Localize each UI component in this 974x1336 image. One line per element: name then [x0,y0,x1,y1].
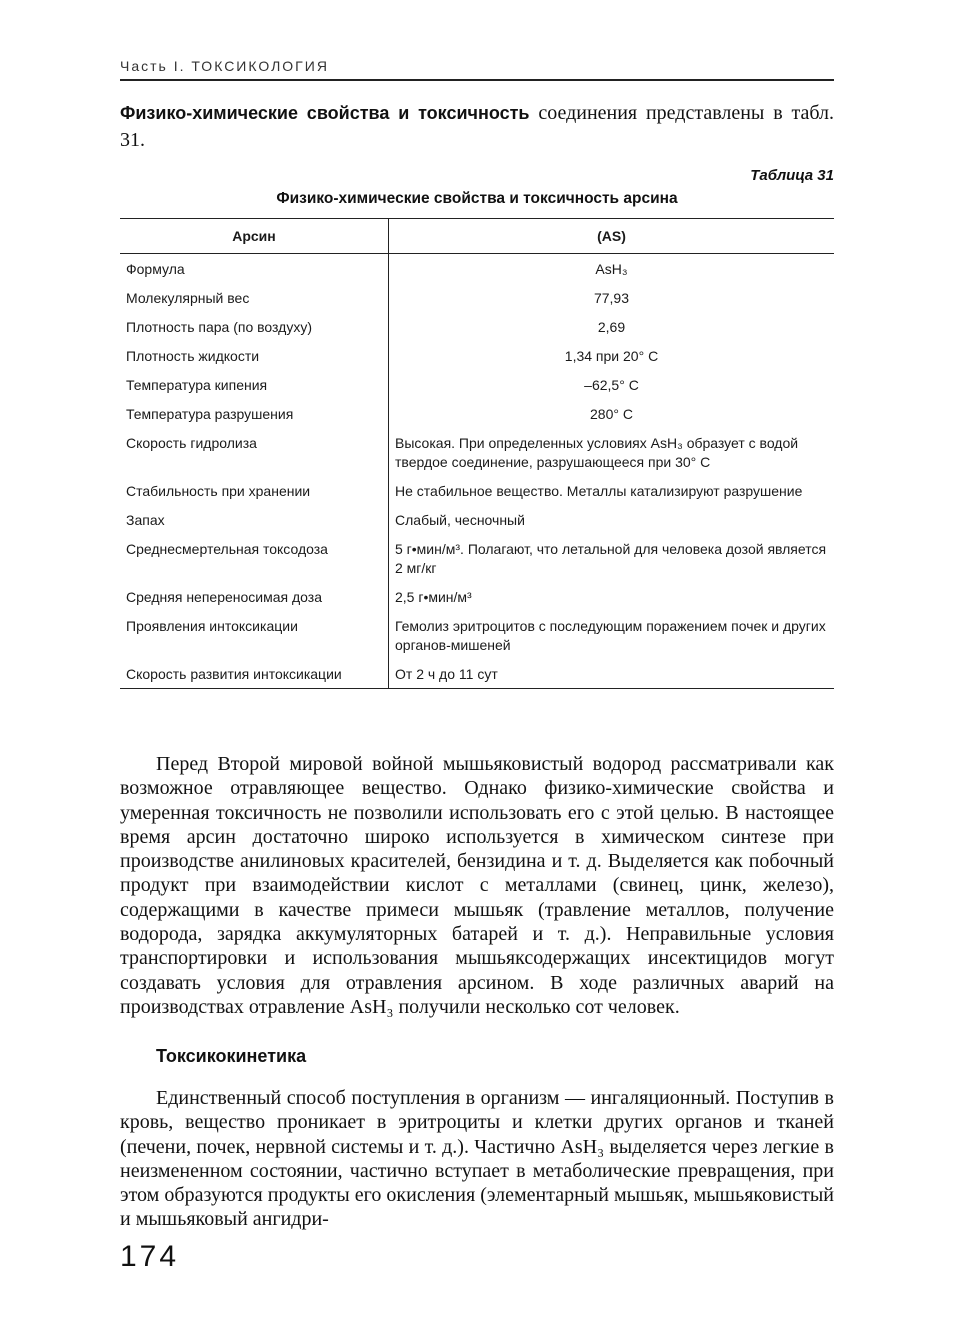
property-value-cell: От 2 ч до 11 сут [395,666,498,682]
table-row [120,312,834,341]
property-value-cell: 2,69 [597,319,626,335]
page-number: 174 [120,1240,180,1273]
property-name-cell: Плотность жидкости [120,341,389,370]
property-value-cell: Высокая. При определенных условиях AsH₃ образует с водой твердое соединение, разрушающееся при 30° С [395,435,799,470]
property-name-cell: Среднесмертельная токсодоза [120,534,389,582]
body-paragraph-1: Перед Второй мировой войной мышьяковистый водород рассматривали как возможное отравляющее вещество. Однако физико-химические свойства и умеренная токсичность не позволили использовать его с этой целью. В настоящее время арсин достаточно широко используется в химическом синтезе при производстве анилиновых красителей, бензидина и т. д. Выделяется как побочный продукт при взаимодействии кислот с металлами (свинец, цинк, железо), содержащими в качестве примеси мышьяк (травление металлов, получение водорода, зарядка аккумуляторных батарей и т. д.). Неправильные условия транспортировки и использования мышьяксодержащих инсектицидов могут создавать условия для отравления арсином. В ходе различных аварий на производствах отравление AsH₃ получили несколько сот человек. [120,753,834,1018]
table-row [120,476,834,505]
table-row [120,611,834,659]
properties-table [120,218,834,689]
property-value-cell: 280° С [590,406,633,422]
property-value-cell: 2,5 г•мин/м³ [395,589,472,605]
intro-paragraph [120,100,834,154]
table-header-code: (AS) [389,219,835,254]
property-name-cell: Проявления интоксикации [120,611,389,659]
table-header-substance: Арсин [120,219,389,254]
property-value-cell: 77,93 [593,290,630,306]
property-value-cell: 1,34 при 20° С [564,348,659,364]
property-name-cell: Плотность пара (по воздуху) [120,312,389,341]
table-row [120,582,834,611]
property-name-cell: Скорость гидролиза [120,428,389,476]
property-name-cell: Молекулярный вес [120,283,389,312]
property-value-cell: Гемолиз эритроцитов с последующим поражением почек и других органов-мишеней [395,618,826,653]
header-rule [120,79,834,81]
property-value-cell: AsH₃ [595,261,628,277]
property-name-cell: Запах [120,505,389,534]
table-row [120,534,834,582]
property-value-cell: –62,5° С [584,377,639,393]
property-name-cell: Температура разрушения [120,399,389,428]
table-row [120,659,834,689]
table-number: Таблица 31 [750,167,834,184]
body-paragraph-2: Единственный способ поступления в организм — ингаляционный. Поступив в кровь, вещество проникает в эритроциты и клетки других органов и тканей (печени, почек, нервной системы и т. д.). Частично AsH₃ выделяется через легкие в неизмененном состоянии, частично вступает в метаболические превращения, при этом образуются продукты его окисления (элементарный мышьяк, мышьяковистый и мышьяковый ангидри- [120,1087,834,1231]
intro-bold-text: Физико-химические свойства и токсичность [120,103,530,123]
property-value-cell: Не стабильное вещество. Металлы катализируют разрушение [395,483,803,499]
property-name-cell: Формула [120,254,389,284]
intro-text: соединения представлены в табл. 31. [120,102,834,151]
table-title: Физико-химические свойства и токсичность арсина [276,190,678,207]
property-name-cell: Скорость развития интоксикации [120,659,389,689]
table-row [120,341,834,370]
table-header-row [120,219,834,254]
table-row [120,283,834,312]
property-value-cell: 5 г•мин/м³. Полагают, что летальной для человека дозой является 2 мг/кг [395,541,827,576]
table-row [120,428,834,476]
property-value-cell: Слабый, чесночный [395,512,525,528]
section-heading: Токсикокинетика [156,1046,307,1066]
table-row [120,399,834,428]
property-name-cell: Температура кипения [120,370,389,399]
table-row [120,370,834,399]
running-head: Часть I. ТОКСИКОЛОГИЯ [120,58,329,74]
table-row [120,505,834,534]
property-name-cell: Стабильность при хранении [120,476,389,505]
table-body [120,254,834,689]
table-row [120,254,834,284]
property-name-cell: Средняя непереносимая доза [120,582,389,611]
